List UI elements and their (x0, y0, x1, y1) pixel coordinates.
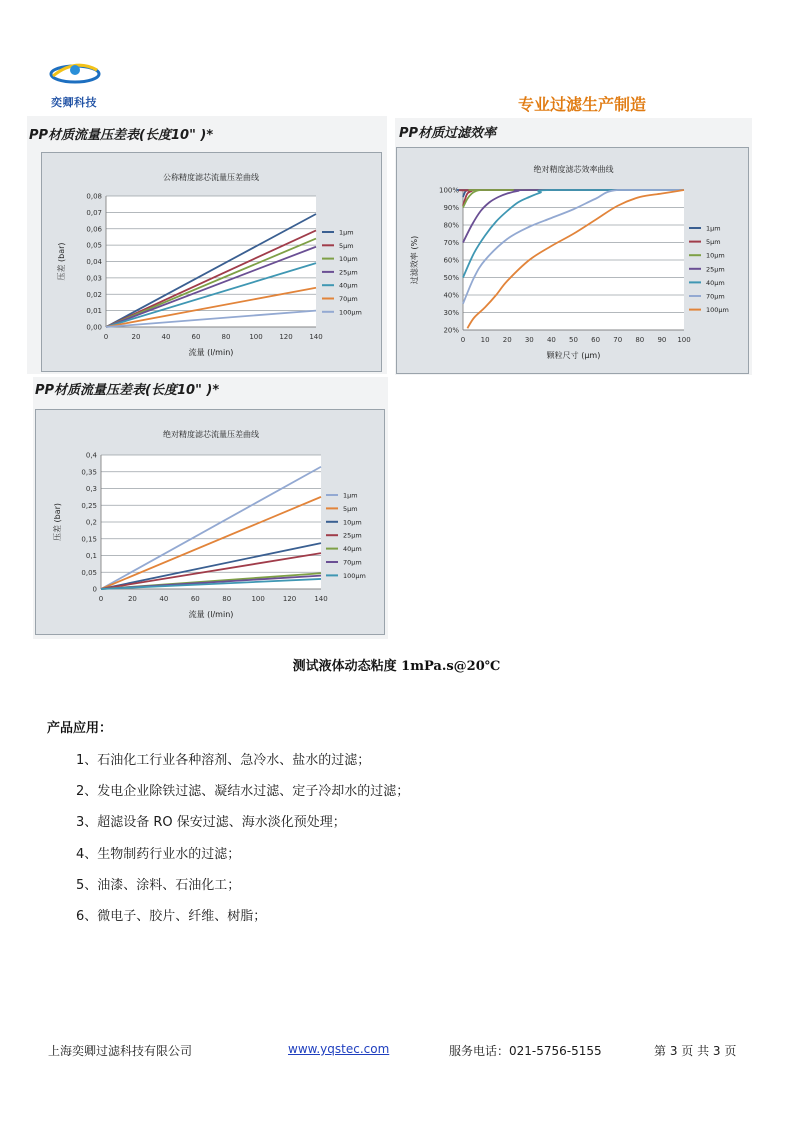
chart-title: 公称精度滤芯流量压差曲线 (163, 173, 259, 182)
legend-label: 25μm (339, 268, 358, 277)
y-tick-label: 0,15 (81, 535, 97, 544)
y-axis-label: 过滤效率 (%) (410, 235, 419, 285)
legend-label: 25μm (706, 265, 725, 274)
legend-label: 100μm (339, 308, 362, 317)
footer-page-number: 第 3 页 共 3 页 (654, 1044, 737, 1058)
x-tick-label: 20 (127, 595, 137, 603)
y-tick-label: 0,07 (86, 208, 102, 217)
y-tick-label: 0,05 (81, 568, 97, 577)
application-item: 6、微电子、胶片、纤维、树脂； (76, 909, 267, 924)
y-tick-label: 0,25 (81, 501, 97, 510)
logo-swoosh-icon (47, 56, 103, 92)
test-note: 测试液体动态粘度 1mPa.s@20℃ (292, 659, 501, 674)
legend-label: 1μm (706, 224, 721, 233)
x-tick-label: 90 (657, 336, 667, 344)
x-tick-label: 140 (309, 333, 323, 341)
legend-label: 10μm (339, 255, 358, 264)
company-logo (47, 56, 103, 109)
y-axis-label: 压差 (bar) (57, 242, 66, 281)
legend-label: 5μm (706, 238, 721, 247)
x-tick-label: 100 (677, 336, 691, 344)
x-tick-label: 10 (480, 336, 490, 344)
panel-absolute-pressure (33, 377, 388, 639)
x-tick-label: 100 (249, 333, 263, 341)
y-tick-label: 0,00 (86, 323, 102, 332)
x-tick-label: 40 (159, 595, 169, 603)
legend-label: 70μm (339, 295, 358, 303)
panel-title-nominal: PP材质流量压差表(长度10" )* (29, 128, 214, 143)
y-tick-label: 0,1 (85, 552, 97, 560)
x-axis-label: 流量 (l/min) (188, 348, 234, 357)
y-tick-label: 0,35 (81, 468, 97, 477)
tagline: 专业过滤生产制造 (518, 95, 647, 114)
x-tick-label: 60 (190, 595, 200, 603)
footer-phone: 服务电话：021-5756-5155 (449, 1044, 602, 1058)
x-tick-label: 40 (161, 333, 171, 341)
y-tick-label: 0,2 (85, 518, 97, 527)
footer-website-link[interactable]: www.yqstec.com (288, 1042, 390, 1056)
x-tick-label: 0 (98, 595, 104, 603)
y-tick-label: 60% (443, 256, 459, 265)
application-item: 4、生物制药行业水的过滤； (76, 847, 241, 862)
y-tick-label: 0,05 (86, 241, 102, 250)
legend-label: 70μm (343, 558, 362, 567)
x-tick-label: 120 (279, 333, 293, 341)
panel-title-efficiency: PP材质过滤效率 (399, 126, 497, 141)
x-tick-label: 70 (613, 336, 623, 344)
legend-label: 40μm (706, 278, 725, 287)
x-tick-label: 100 (251, 595, 265, 603)
legend-label: 100μm (706, 306, 729, 315)
legend-label: 40μm (343, 545, 362, 554)
chart-nominal-pressure (42, 153, 381, 371)
panel-title-absolute: PP材质流量压差表(长度10" )* (35, 383, 220, 398)
application-item: 5、油漆、涂料、石油化工； (76, 878, 241, 893)
applications-title: 产品应用： (47, 721, 113, 736)
y-tick-label: 0,08 (86, 192, 102, 201)
x-tick-label: 0 (103, 333, 109, 341)
y-tick-label: 80% (443, 221, 459, 230)
x-tick-label: 80 (635, 336, 645, 344)
y-tick-label: 50% (443, 274, 459, 282)
y-tick-label: 0,03 (86, 274, 102, 283)
chart-nominal-box (41, 152, 382, 372)
chart-title: 绝对精度滤芯流量压差曲线 (163, 430, 259, 439)
y-tick-label: 100% (438, 186, 459, 195)
legend-label: 5μm (343, 504, 358, 513)
legend-label: 5μm (339, 241, 354, 250)
y-tick-label: 30% (443, 309, 459, 317)
chart-absolute-box (35, 409, 385, 635)
x-tick-label: 60 (191, 333, 201, 341)
x-tick-label: 20 (131, 333, 141, 341)
x-tick-label: 80 (222, 595, 232, 603)
panel-efficiency (395, 118, 752, 375)
y-tick-label: 0,02 (86, 290, 102, 299)
legend-label: 70μm (706, 292, 725, 301)
x-tick-label: 140 (314, 595, 328, 603)
y-tick-label: 0,3 (85, 485, 97, 493)
x-axis-label: 颗粒尺寸 (μm) (546, 351, 601, 360)
y-tick-label: 90% (443, 204, 459, 212)
x-tick-label: 50 (569, 336, 578, 344)
application-item: 3、超滤设备 RO 保安过滤、海水淡化预处理； (76, 815, 346, 830)
panel-nominal-pressure (27, 116, 387, 374)
logo-text: 奕卿科技 (51, 96, 97, 109)
x-tick-label: 60 (591, 336, 601, 344)
legend-label: 1μm (339, 228, 354, 237)
application-item: 2、发电企业除铁过滤、凝结水过滤、定子冷却水的过滤； (76, 784, 410, 799)
legend-label: 25μm (343, 531, 362, 540)
y-tick-label: 0,06 (86, 225, 102, 234)
y-tick-label: 40% (443, 291, 459, 300)
y-tick-label: 0 (92, 585, 97, 594)
chart-efficiency-box (396, 147, 749, 374)
x-tick-label: 20 (502, 336, 512, 344)
legend-label: 40μm (339, 281, 358, 290)
x-tick-label: 0 (460, 336, 466, 344)
x-tick-label: 120 (282, 595, 297, 603)
y-tick-label: 0,4 (85, 451, 97, 460)
footer-company: 上海奕卿过滤科技有限公司 (48, 1044, 193, 1058)
y-axis-label: 压差 (bar) (53, 502, 62, 542)
chart-title: 绝对精度滤芯效率曲线 (533, 165, 614, 174)
legend-label: 100μm (343, 571, 366, 580)
y-tick-label: 0,04 (86, 258, 102, 266)
y-tick-label: 70% (443, 239, 459, 247)
x-tick-label: 30 (524, 336, 534, 344)
x-axis-label: 流量 (l/min) (188, 610, 234, 619)
chart-absolute-pressure (36, 410, 384, 634)
application-item: 1、石油化工行业各种溶剂、急冷水、盐水的过滤； (76, 753, 371, 768)
legend-label: 1μm (343, 491, 358, 500)
legend-label: 10μm (343, 518, 362, 527)
y-tick-label: 0,01 (86, 307, 102, 316)
y-tick-label: 20% (443, 326, 459, 335)
legend-label: 10μm (706, 251, 725, 260)
chart-efficiency (397, 148, 748, 373)
x-tick-label: 40 (546, 336, 556, 344)
x-tick-label: 80 (221, 333, 231, 341)
